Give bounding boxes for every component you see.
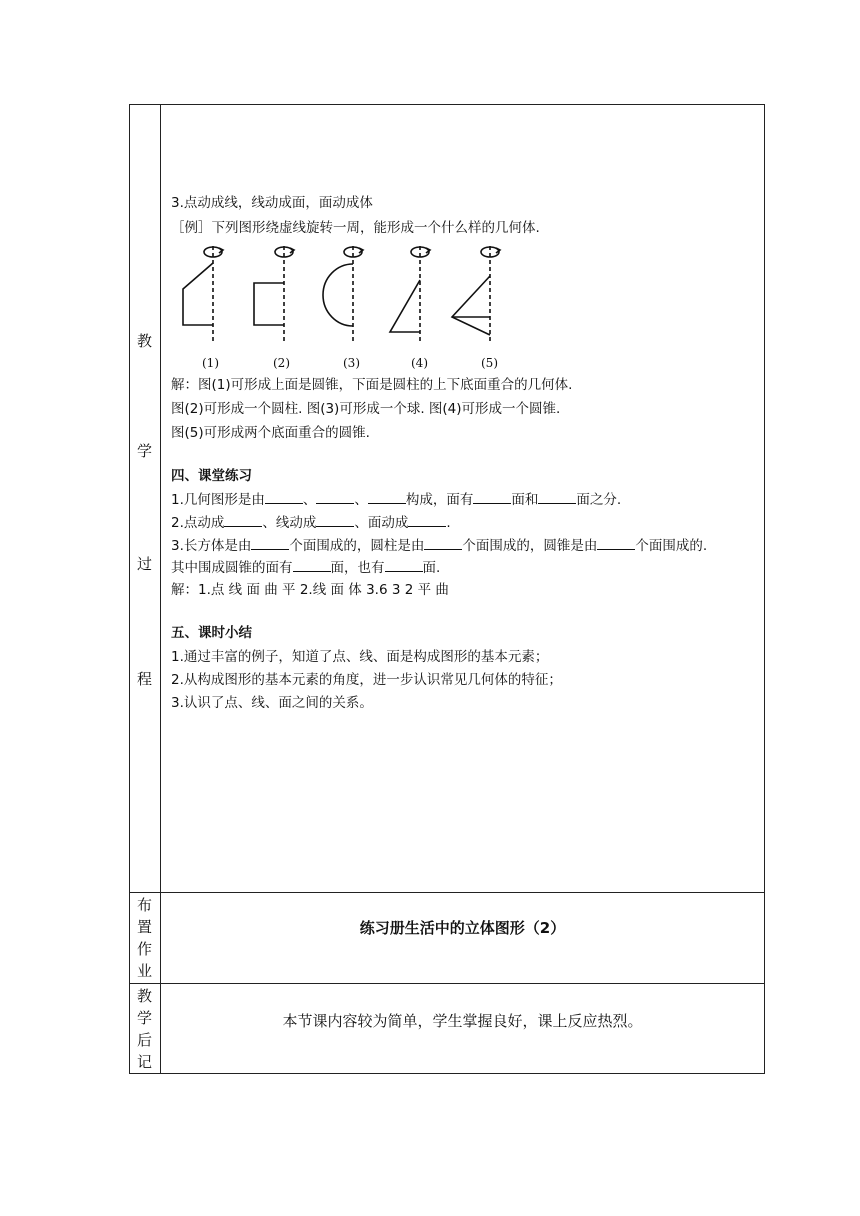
section-label-reflection-3: 后 [136,1031,152,1049]
practice-answers: 解：1.点 线 面 曲 平 2.线 面 体 3.6 3 2 平 曲 [171,582,449,598]
summary-heading: 五、课时小结 [171,625,252,641]
figure-1 [183,246,223,342]
example-text: ［例］下列图形绕虚线旋转一周，能形成一个什么样的几何体. [171,220,540,236]
practice-question-2: 2.点动成 、线动成 、面动成 . [171,512,451,533]
point-3-text: 3.点动成线，线动成面，面动成体 [171,195,373,211]
figure-label-3: (3) [343,356,360,370]
figure-5 [452,246,500,342]
practice-question-3-continued: 其中围成圆锥的面有 面，也有 面. [171,557,440,578]
section-label-process-1: 教 [136,332,152,350]
row-divider-homework [129,892,765,893]
section-label-reflection-4: 记 [136,1053,152,1071]
solution-line-1: 解：图(1)可形成上面是圆锥，下面是圆柱的上下底面重合的几何体. [171,377,573,393]
rotation-figures [170,240,530,348]
section-label-process-4: 程 [136,670,152,688]
figure-label-5: (5) [481,356,498,370]
section-label-process-3: 过 [136,555,152,573]
solution-line-3: 图(5)可形成两个底面重合的圆锥. [171,425,370,441]
section-label-homework-4: 业 [136,962,152,980]
section-label-reflection-1: 教 [136,987,152,1005]
section-label-homework-1: 布 [136,896,152,914]
figure-4 [390,246,430,342]
section-label-reflection-2: 学 [136,1009,152,1027]
solution-line-2: 图(2)可形成一个圆柱. 图(3)可形成一个球. 图(4)可形成一个圆锥. [171,401,561,417]
section-label-process-2: 学 [136,442,152,460]
figure-3 [323,246,363,342]
figure-label-4: (4) [411,356,428,370]
figure-2 [254,246,294,342]
section-label-homework-3: 作 [136,940,152,958]
summary-item-1: 1.通过丰富的例子，知道了点、线、面是构成图形的基本元素； [171,649,549,665]
figure-label-2: (2) [273,356,290,370]
section-label-homework-2: 置 [136,918,152,936]
reflection-text: 本节课内容较为简单，学生掌握良好，课上反应热烈。 [282,1012,643,1030]
summary-item-3: 3.认识了点、线、面之间的关系。 [171,695,373,711]
row-divider-reflection [129,983,765,984]
summary-item-2: 2.从构成图形的基本元素的角度，进一步认识常见几何体的特征； [171,672,562,688]
homework-text: 练习册生活中的立体图形（2） [359,919,566,937]
practice-question-3: 3.长方体是由 个面围成的，圆柱是由 个面围成的，圆锥是由 个面围成的. [171,535,707,556]
figure-label-1: (1) [202,356,219,370]
practice-question-1: 1.几何图形是由 、 、 构成，面有 面和 面之分. [171,489,621,510]
practice-heading: 四、课堂练习 [171,468,252,484]
